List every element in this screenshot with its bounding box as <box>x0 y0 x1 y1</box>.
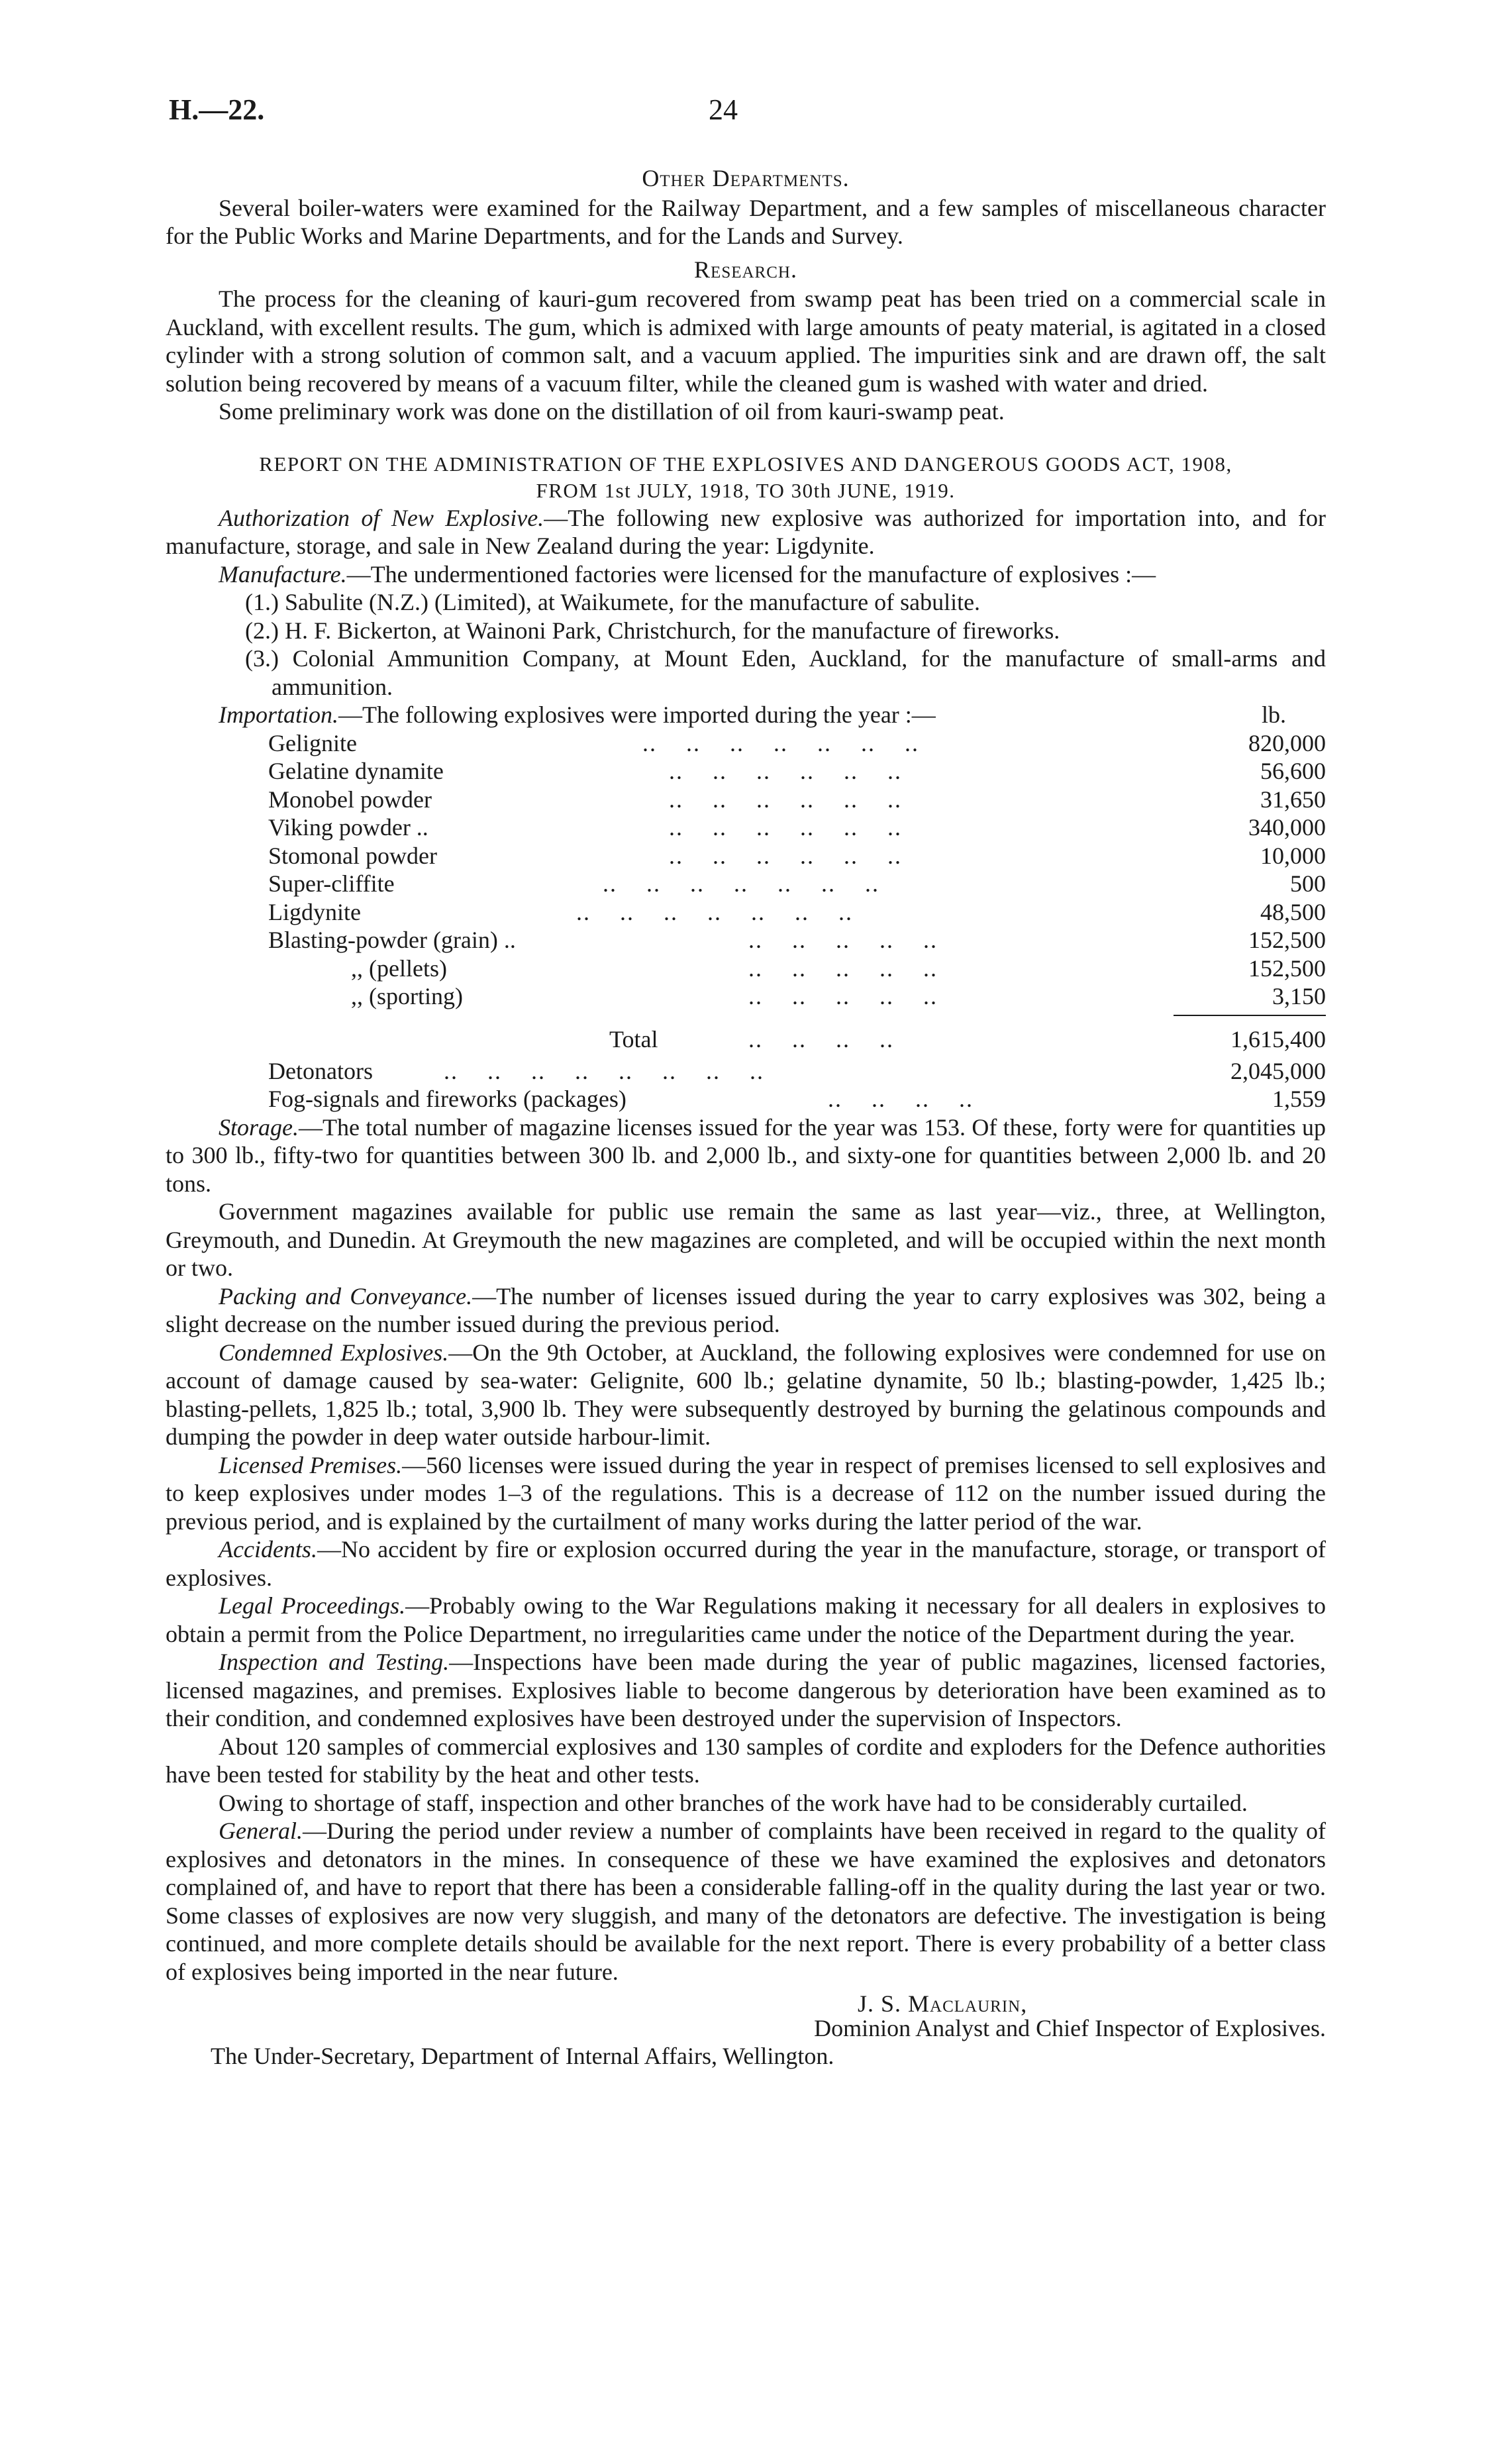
section-label: Inspection and Testing. <box>219 1649 450 1675</box>
table-row: ,, (pellets) .. .. .. .. .. 152,500 <box>351 954 1326 982</box>
document-body <box>166 164 1326 2071</box>
table-row-total: Total .. .. .. .. 1,615,400 <box>609 1025 1326 1052</box>
total-label: Total <box>609 1025 658 1052</box>
table-row: Detonators .. .. .. .. .. .. .. .. 2,045,000 <box>268 1057 1326 1084</box>
explosive-quantity: 500 <box>1290 870 1326 897</box>
section-label: Condemned Explosives. <box>219 1339 449 1366</box>
signature-name-row <box>166 1986 1326 2017</box>
signatory-title: Dominion Analyst and Chief Inspector of Explosives. <box>814 2014 1326 2041</box>
table-row: Blasting-powder (grain) .. .. .. .. .. .. 152,500 <box>268 927 1326 953</box>
explosive-name: Stomonal powder <box>268 842 437 869</box>
table-row: Ligdynite .. .. .. .. .. .. .. 48,500 <box>268 898 1326 925</box>
section-label: Manufacture. <box>219 560 347 588</box>
paragraph-samples: About 120 samples of commercial explosives and 130 samples of cordite and exploders for the Defence authorities have been tested for stability by the heat and other tests. <box>166 1733 1326 1788</box>
explosive-quantity: 56,600 <box>1260 758 1326 784</box>
explosive-name: Detonators <box>268 1057 373 1084</box>
section-label: Packing and Conveyance. <box>219 1282 473 1309</box>
total-quantity: 1,615,400 <box>1230 1025 1326 1052</box>
section-label: Importation. <box>219 701 339 728</box>
explosive-name: Gelatine dynamite <box>268 758 444 784</box>
table-row: Viking powder .. .. .. .. .. .. .. 340,000 <box>268 814 1326 841</box>
importation-section <box>166 701 1326 1113</box>
importation-table <box>166 729 1326 1113</box>
unit-label: lb. <box>1261 701 1286 728</box>
paragraph-government-magazines: Government magazines available for public use remain the same as last year—viz., three, at Wellington, Greymouth, and Dunedin. At Greymouth the new magazines are completed, and will be occupied within the next month or two. <box>166 1198 1326 1281</box>
section-accidents: Accidents.—No accident by fire or explosion occurred during the year in the manufacture, storage, or transport of explosives. <box>166 1536 1326 1591</box>
table-row: Gelignite .. .. .. .. .. .. .. 820,000 <box>268 729 1326 756</box>
table-row: Super-cliffite .. .. .. .. .. .. .. 500 <box>268 870 1326 897</box>
table-row: Stomonal powder .. .. .. .. .. .. 10,000 <box>268 842 1326 869</box>
heading-other-departments: Other Departments. <box>642 165 850 191</box>
signatory-name: J. S. Maclaurin, <box>858 1990 1028 2017</box>
heading-research: Research. <box>694 256 797 283</box>
section-label: Accidents. <box>219 1536 317 1563</box>
explosive-quantity: 48,500 <box>1260 898 1326 925</box>
paragraph-research-process: The process for the cleaning of kauri-gum recovered from swamp peat has been tried on a commercial scale in Auckland, with excellent results. The gum, which is admixed with large amounts of peaty material, is agitated in a closed cylinder with a strong solution of common salt, and a vacuum applied. The impurities sink and are drawn off, the salt solution being recovered by means of a vacuum filter, while the cleaned gum is washed with water and dried. <box>166 285 1326 397</box>
importation-intro: Importation.—The following explosives were imported during the year :— lb. <box>219 701 1286 728</box>
explosive-quantity: 3,150 <box>1272 983 1326 1009</box>
table-row: Gelatine dynamite .. .. .. .. .. .. 56,600 <box>268 758 1326 784</box>
signature-title-row <box>166 2014 1326 2043</box>
section-label: General. <box>219 1818 303 1844</box>
explosive-quantity: 2,045,000 <box>1230 1057 1326 1084</box>
factory-list-item: (2.) H. F. Bickerton, at Wainoni Park, Christchurch, for the manufacture of fireworks. <box>245 617 1060 644</box>
paragraph-other-departments: Several boiler-waters were examined for the Railway Department, and a few samples of miscellaneous character for the Public Works and Marine Departments, and for the Lands and Survey. <box>166 194 1326 249</box>
page-number: 24 <box>709 93 738 126</box>
total-rule <box>166 1011 1326 1020</box>
factory-list-item: (1.) Sabulite (N.Z.) (Limited), at Waikumete, for the manufacture of sabulite. <box>245 589 981 615</box>
section-authorization: Authorization of New Explosive.—The following new explosive was authorized for importation into, and for manufacture, storage, and sale in New Zealand during the year: Ligdynite. <box>166 504 1326 559</box>
section-storage: Storage.—The total number of magazine licenses issued for the year was 153. Of these, forty were for quantities up to 300 lb., fifty-two for quantities between 300 lb. and 2,000 lb., and sixty-one for quantities between 2,000 lb. and 20 tons. <box>166 1113 1326 1197</box>
section-label: Licensed Premises. <box>219 1451 403 1478</box>
section-legal: Legal Proceedings.—Probably owing to the War Regulations making it necessary for all dealers in explosives to obtain a permit from the Police Department, no irregularities came under the notice of the Department during the year. <box>166 1592 1326 1647</box>
factory-list-item: (3.) Colonial Ammunition Company, at Mount Eden, Auckland, for the manufacture of small-arms and ammunition. <box>245 645 1326 700</box>
explosive-quantity: 31,650 <box>1260 786 1326 813</box>
explosive-quantity: 340,000 <box>1248 814 1326 841</box>
section-label: Storage. <box>219 1113 299 1141</box>
table-row: Monobel powder .. .. .. .. .. .. 31,650 <box>268 786 1326 813</box>
explosive-name: ,, (pellets) <box>351 954 447 982</box>
addressee: The Under-Secretary, Department of Internal Affairs, Wellington. <box>211 2043 834 2069</box>
section-label: Authorization of New Explosive. <box>219 504 544 531</box>
section-label: Legal Proceedings. <box>219 1592 406 1619</box>
report-title-line-1: REPORT ON THE ADMINISTRATION OF THE EXPLOSIVES AND DANGEROUS GOODS ACT, 1908, <box>259 452 1232 476</box>
document-reference: H.—22. <box>169 93 265 126</box>
report-title <box>166 451 1326 504</box>
explosive-quantity: 10,000 <box>1260 842 1326 869</box>
explosive-name: ,, (sporting) <box>351 983 463 1009</box>
paragraph-staff-shortage: Owing to shortage of staff, inspection and other branches of the work have had to be considerably curtailed. <box>219 1789 1248 1816</box>
explosive-name: Monobel powder <box>268 786 432 813</box>
explosive-name: Viking powder .. <box>268 814 428 841</box>
section-inspection: Inspection and Testing.—Inspections have been made during the year of public magazines, licensed factories, licensed magazines, and premises. Explosives liable to become dangerous by deterioration have been examined as to their condition, and condemned explosives have been destroyed under the supervision of Inspectors. <box>166 1649 1327 1731</box>
explosive-name: Blasting-powder (grain) .. <box>268 927 516 953</box>
section-packing: Packing and Conveyance.—The number of licenses issued during the year to carry explosives was 302, being a slight decrease on the number issued during the previous period. <box>166 1282 1326 1337</box>
page-header <box>0 93 1502 132</box>
section-general: General.—During the period under review a number of complaints have been received in regard to the quality of explosives and detonators in the mines. In consequence of these we have examined the explosives and detonators complained of, and have to report that there has been a considerable falling-off in the quality during the last year or two. Some classes of explosives are now very sluggish, and many of the detonators are defective. The investigation is being continued, and more complete details should be available for the next report. There is every probability of a better class of explosives being imported in the near future. <box>166 1818 1326 1985</box>
table-row: ,, (sporting) .. .. .. .. .. 3,150 <box>351 983 1326 1009</box>
report-title-line-2: FROM 1st JULY, 1918, TO 30th JUNE, 1919. <box>536 478 956 502</box>
explosive-name: Gelignite <box>268 729 357 756</box>
explosive-name: Ligdynite <box>268 898 361 925</box>
explosive-name: Super-cliffite <box>268 870 395 897</box>
explosive-quantity: 1,559 <box>1272 1086 1326 1112</box>
section-manufacture: Manufacture.—The undermentioned factories were licensed for the manufacture of explosives :— <box>219 560 1156 588</box>
explosive-quantity: 152,500 <box>1248 927 1326 953</box>
table-row: Fog-signals and fireworks (packages) .. .. .. .. 1,559 <box>268 1086 1326 1112</box>
section-licensed-premises: Licensed Premises.—560 licenses were issued during the year in respect of premises licensed to sell explosives and to keep explosives under modes 1–3 of the regulations. This is a decrease of 112 on the number issued during the previous period, and is explained by the curtailment of many works during the latter period of the war. <box>166 1451 1327 1535</box>
explosive-quantity: 820,000 <box>1248 729 1326 756</box>
section-condemned: Condemned Explosives.—On the 9th October, at Auckland, the following explosives were condemned for use on account of damage caused by sea-water: Gelignite, 600 lb.; gelatine dynamite, 50 lb.; blasting-powder, 1,425 lb.; blasting-pellets, 1,825 lb.; total, 3,900 lb. They were subsequently destroyed by burning the gelatinous compounds and dumping the powder in deep water outside harbour-limit. <box>166 1339 1326 1450</box>
paragraph-research-distillation: Some preliminary work was done on the distillation of oil from kauri-swamp peat. <box>219 398 1005 425</box>
explosive-quantity: 152,500 <box>1248 954 1326 982</box>
explosive-name: Fog-signals and fireworks (packages) <box>268 1086 626 1112</box>
